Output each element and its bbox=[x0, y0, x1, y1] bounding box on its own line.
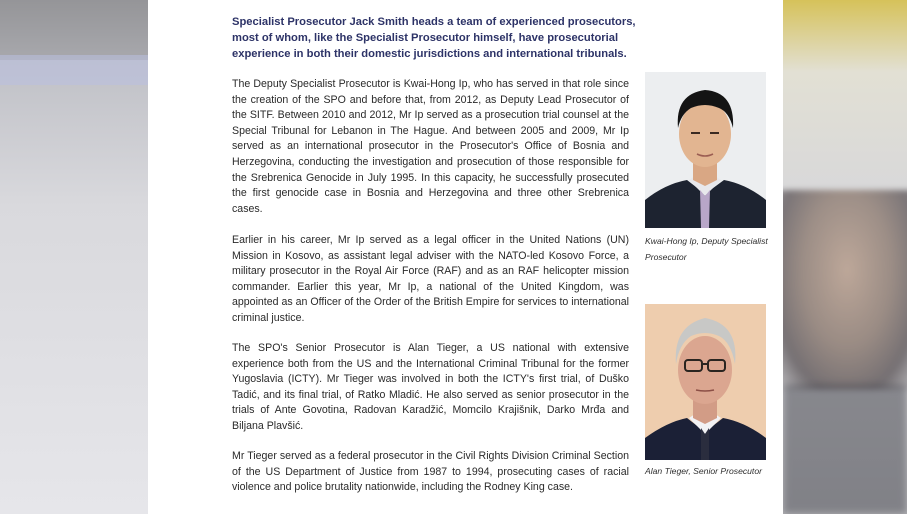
portrait-illustration bbox=[645, 72, 766, 228]
video-background-right bbox=[783, 0, 907, 514]
portrait-illustration bbox=[645, 304, 766, 460]
paragraph-federal-prosecutor: Mr Tieger served as a federal prosecutor in the Civil Rights Division Criminal Section of the US Department of Justice from 1987 to 1994, prosecuting cases of racial violence and police brutality nationwide, including the Rodney King case. bbox=[232, 450, 629, 494]
background-blur-block bbox=[0, 0, 148, 60]
background-blur-block bbox=[783, 385, 907, 514]
portrait-alan-tieger bbox=[645, 304, 766, 460]
background-blur-block bbox=[0, 55, 148, 85]
caption-kwai-hong-ip: Kwai-Hong Ip, Deputy Specialist Prosecutor bbox=[645, 236, 768, 262]
portrait-kwai-hong-ip bbox=[645, 72, 766, 228]
paragraph-senior-prosecutor: The SPO's Senior Prosecutor is Alan Tieger, a US national with extensive experience both from the US and the International Criminal Tribunal for the former Yugoslavia (ICTY). Mr Tieger was involved in both the ICTY's first trial, of Duško Tadić, and its final trial, of Ratko Mladić. He also served as senior prosecutor in the trials of Ante Govotina, Radovan Karadžić, Momcilo Krajišnik, Darko Mrđa and Biljana Plavšić. bbox=[232, 342, 629, 432]
lead-paragraph: Specialist Prosecutor Jack Smith heads a team of experienced prosecutors, most of whom, like the Specialist Prosecutor himself, have prosecutorial experience in both their domestic jurisdictions and international tribunals. bbox=[232, 16, 636, 60]
video-background-left bbox=[0, 0, 148, 514]
caption-alan-tieger: Alan Tieger, Senior Prosecutor bbox=[645, 466, 762, 476]
background-blurred-person bbox=[777, 190, 907, 390]
paragraph-deputy-prosecutor: The Deputy Specialist Prosecutor is Kwai-Hong Ip, who has served in that role since the creation of the SPO and before that, from 2012, as Deputy Lead Prosecutor of the SITF. Between 2010 and 2012, Mr Ip served as a prosecution trial counsel at the Special Tribunal for Lebanon in The Hague. And between 2005 and 2009, Mr Ip served as an international prosecutor in the Prosecutor's Office of Bosnia and Herzegovina, conducting the investigation and prosecution of those responsible for the Srebrenica Genocide in July 1995. In this capacity, he successfully prosecuted the first genocide case in Bosnia and Herzegovina and three other Srebrenica cases. bbox=[232, 78, 629, 215]
paragraph-earlier-career: Earlier in his career, Mr Ip served as a legal officer in the United Nations (UN) Mission in Kosovo, as assistant legal adviser with the NATO-led Kosovo Force, a military prosecutor in the Royal Air Force (RAF) and as an RAF helicopter mission commander. Earlier this year, Mr Ip, a national of the United Kingdom, was appointed as an Officer of the Order of the British Empire for services to international criminal justice. bbox=[232, 234, 629, 324]
document-page bbox=[148, 0, 783, 514]
